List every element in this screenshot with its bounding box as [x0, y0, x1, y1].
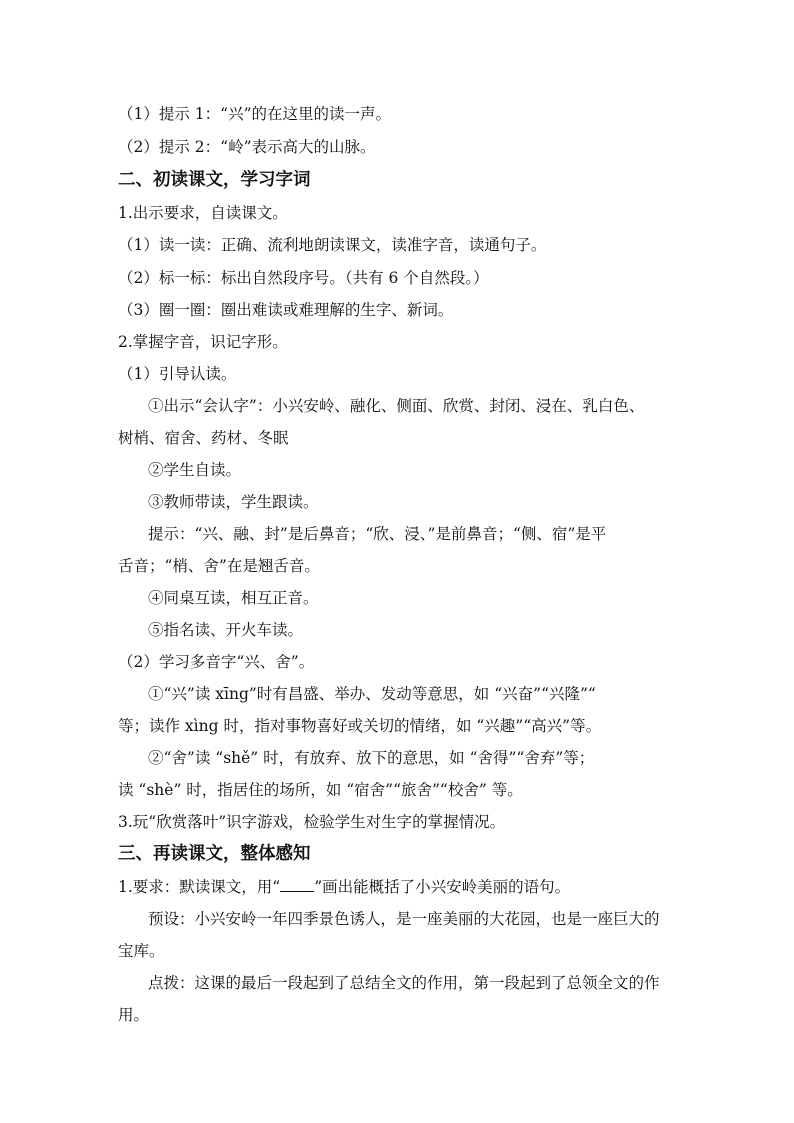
paragraph: ④同桌互读，相互正音。: [148, 589, 319, 607]
paragraph: ③教师带读，学生跟读。: [148, 493, 319, 511]
paragraph: 等；读作 xìng 时，指对事物喜好或关切的情绪，如 “兴趣”“高兴”等。: [118, 717, 602, 735]
paragraph: 树梢、宿舍、药材、冬眠: [118, 429, 289, 447]
paragraph: 3.玩“欣赏落叶”识字游戏，检验学生对生字的掌握情况。: [118, 813, 506, 831]
paragraph: 提示：“兴、融、封”是后鼻音；“欣、浸、”是前鼻音；“侧、宿”是平: [148, 525, 607, 543]
paragraph: ②“舍”读 “shě” 时，有放弃、放下的意思，如 “舍得”“舍弃”等；: [148, 749, 595, 767]
requirement-text-start: 1.要求：默读课文，用“: [118, 878, 281, 896]
section-heading-2: 二、初读课文，学习字词: [118, 170, 311, 190]
paragraph: 用。: [118, 1006, 150, 1024]
paragraph: 读 “shè” 时，指居住的场所，如 “宿舍”“旅舍”“校舍” 等。: [118, 781, 523, 799]
paragraph: ①出示“会认字”：小兴安岭、融化、侧面、欣赏、封闭、浸在、乳白色、: [148, 397, 645, 415]
paragraph: ①“兴”读 xīng”时有昌盛、举办、发动等意思，如 “兴奋”“兴隆”“: [148, 685, 596, 703]
paragraph: 舌音；“梢、舍”在是翘舌音。: [118, 557, 320, 575]
paragraph: 点拨：这课的最后一段起到了总结全文的作用，第一段起到了总领全文的作: [148, 974, 660, 992]
requirement-text-end: ”画出能概括了小兴安岭美丽的语句。: [314, 878, 571, 896]
paragraph: （1）引导认读。: [118, 365, 237, 383]
hint-2: （2）提示 2：“岭”表示高大的山脉。: [118, 138, 376, 156]
paragraph: [118, 875, 570, 899]
underline-blank: [280, 879, 314, 892]
hint-1: （1）提示 1：“兴”的在这里的读一声。: [118, 105, 391, 123]
paragraph: 1.出示要求，自读课文。: [118, 204, 288, 222]
paragraph: ⑤指名读、开火车读。: [148, 621, 304, 639]
paragraph: （2）学习多音字“兴、舍”。: [118, 653, 315, 671]
paragraph: ②学生自读。: [148, 461, 242, 479]
paragraph: （2）标一标：标出自然段序号。（共有 6 个自然段。）: [118, 269, 489, 287]
section-heading-3: 三、再读课文，整体感知: [118, 844, 311, 864]
paragraph: （3）圈一圈：圈出难读或难理解的生字、新词。: [118, 301, 454, 319]
paragraph: （1）读一读：正确、流利地朗读课文，读准字音，读通句子。: [118, 236, 547, 254]
paragraph: 宝库。: [118, 942, 165, 960]
paragraph: 2.掌握字音，识记字形。: [118, 333, 288, 351]
paragraph: 预设：小兴安岭一年四季景色诱人，是一座美丽的大花园，也是一座巨大的: [148, 910, 660, 928]
